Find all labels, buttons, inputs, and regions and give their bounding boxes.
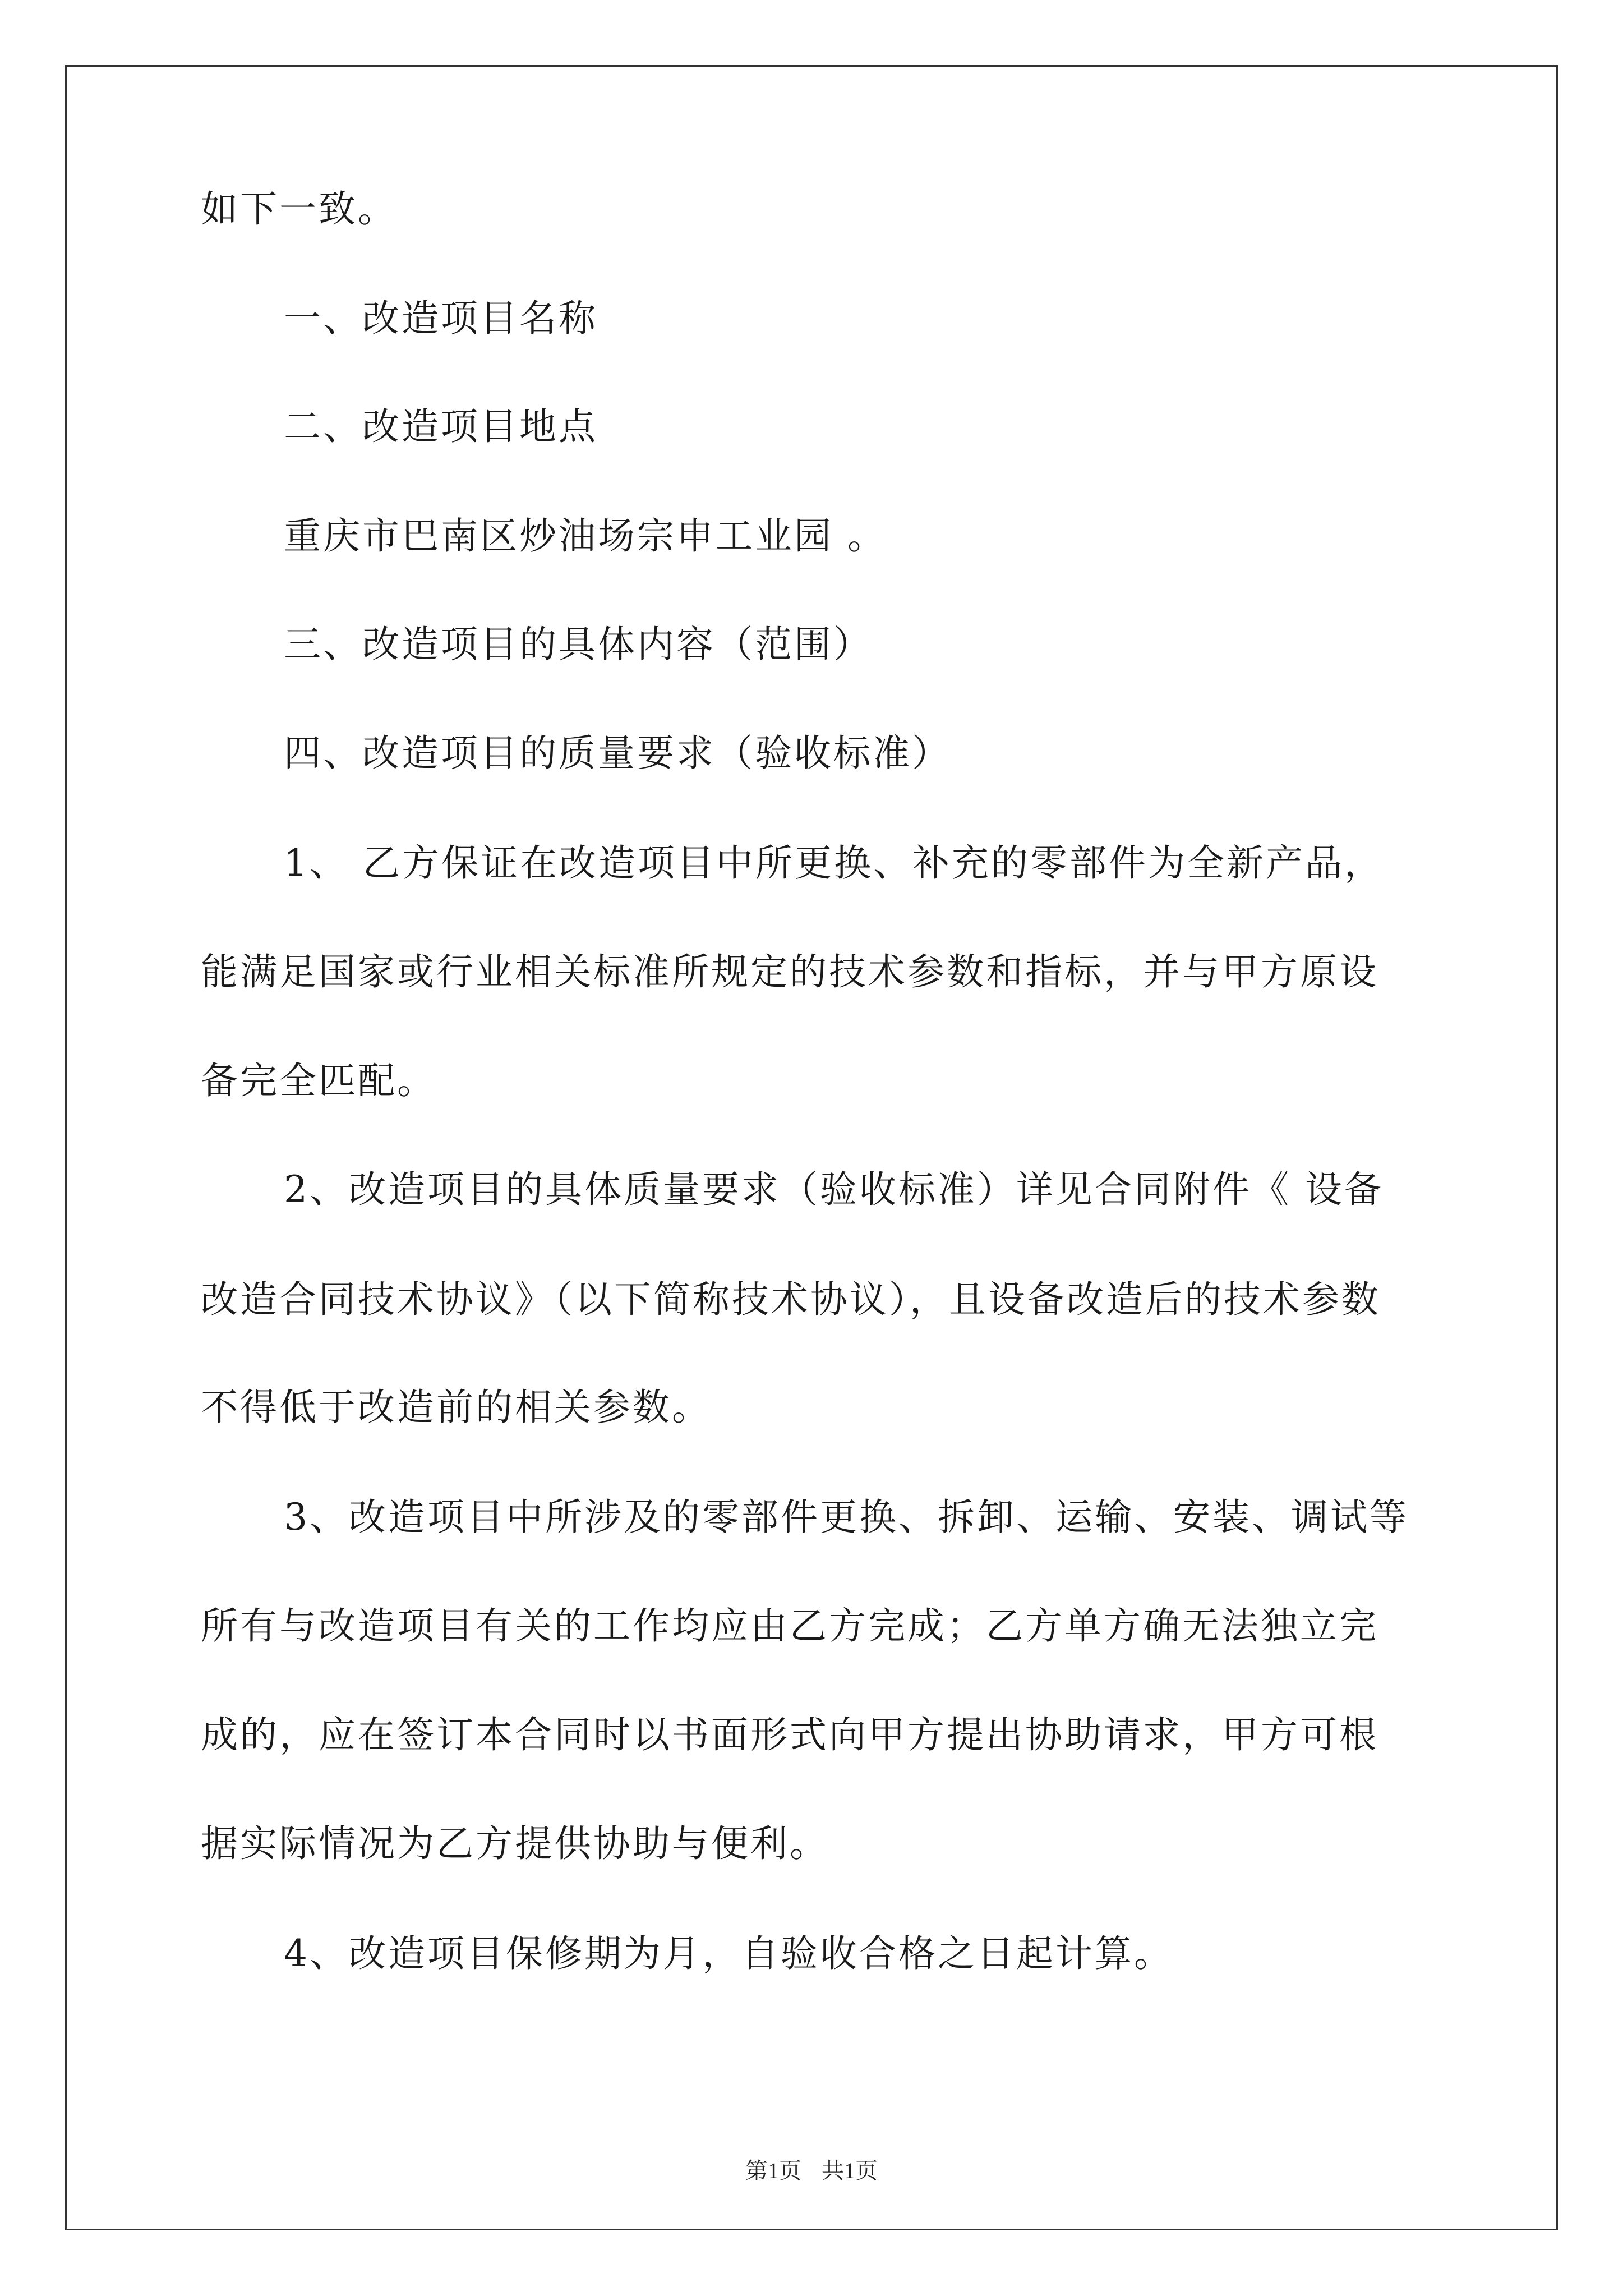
page-footer bbox=[0, 2153, 1623, 2185]
page-border bbox=[65, 65, 1558, 2230]
text-line: 不得低于改造前的相关参数。 bbox=[201, 1386, 711, 1429]
text-line: 备完全匹配。 bbox=[201, 1059, 436, 1102]
text-line: 所有与改造项目有关的工作均应由乙方完成；乙方单方确无法独立完 bbox=[201, 1604, 1378, 1648]
text-line: 成的，应在签订本合同时以书面形式向甲方提出协助请求，甲方可根 bbox=[201, 1713, 1378, 1756]
section-heading: 二、改造项目地点 bbox=[284, 405, 598, 448]
page-total: 共1页 bbox=[822, 2158, 878, 2183]
text-line: 如下一致。 bbox=[201, 187, 397, 231]
text-line: 能满足国家或行业相关标准所规定的技术参数和指标，并与甲方原设 bbox=[201, 950, 1378, 993]
text-line: 重庆市巴南区炒油场宗申工业园 。 bbox=[284, 514, 887, 558]
section-heading: 一、改造项目名称 bbox=[284, 297, 598, 340]
text-line: 据实际情况为乙方提供协助与便利。 bbox=[201, 1822, 829, 1865]
text-line: 3、改造项目中所涉及的零部件更换、拆卸、运输、安装、调试等 bbox=[284, 1496, 1409, 1539]
text-line: 1、 乙方保证在改造项目中所更换、补充的零部件为全新产品， bbox=[284, 841, 1384, 885]
section-heading: 三、改造项目的具体内容（范围） bbox=[284, 623, 873, 666]
text-line: 改造合同技术协议》（以下简称技术协议），且设备改造后的技术参数 bbox=[201, 1278, 1381, 1321]
page-number: 第1页 bbox=[745, 2158, 801, 2183]
section-heading: 四、改造项目的质量要求（验收标准） bbox=[284, 731, 951, 775]
text-line: 2、改造项目的具体质量要求（验收标准）详见合同附件《 设备 bbox=[284, 1168, 1384, 1211]
text-line: 4、改造项目保修期为月，自验收合格之日起计算。 bbox=[284, 1932, 1173, 1975]
